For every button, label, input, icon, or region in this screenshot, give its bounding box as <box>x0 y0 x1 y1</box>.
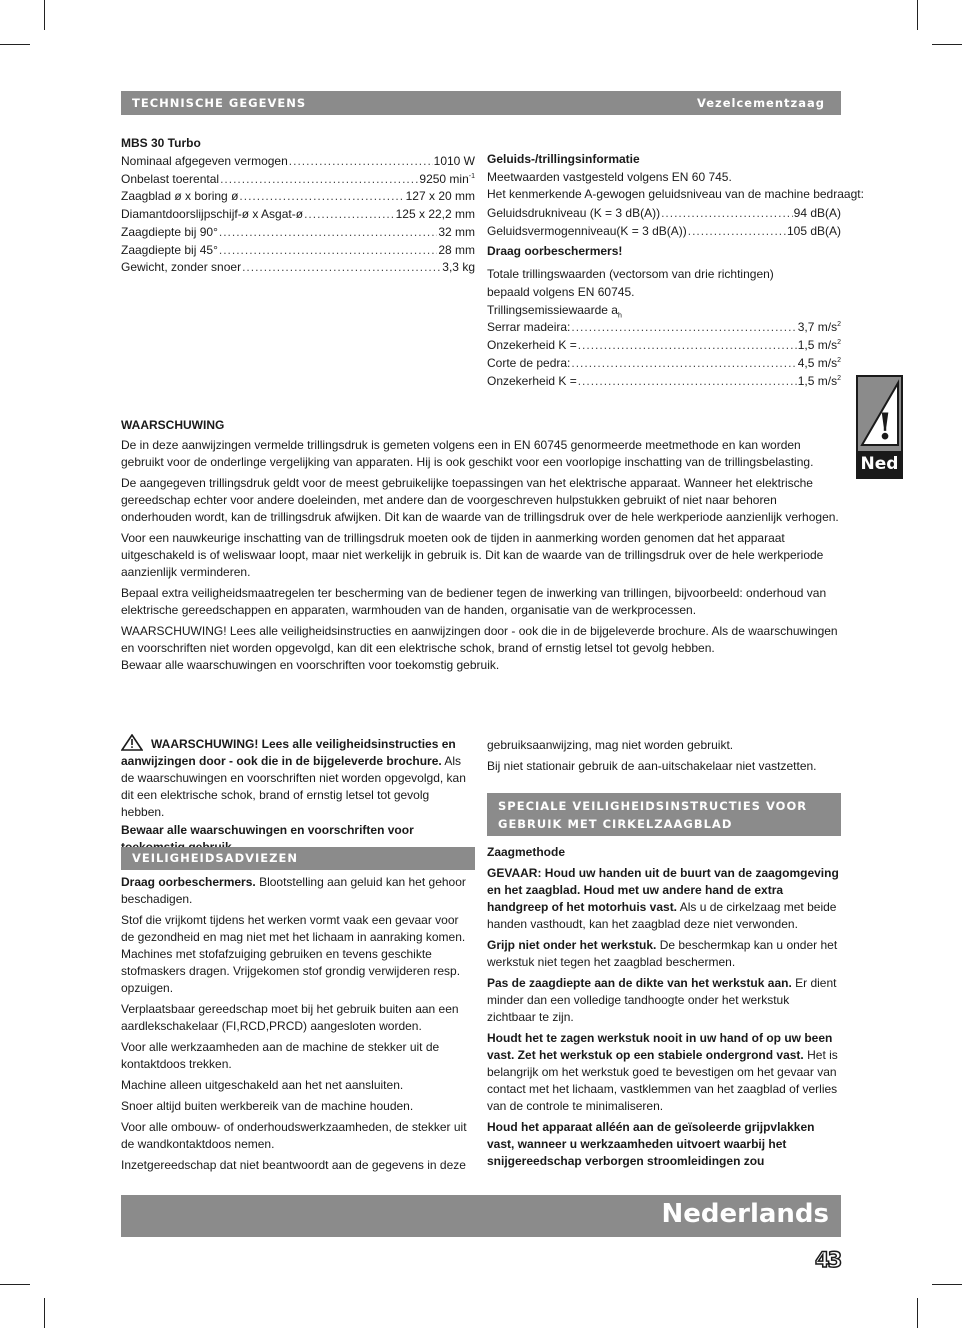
vibration-row <box>487 318 841 336</box>
crop-mark <box>917 0 918 30</box>
spec-row-label: Diamantdoorslijpschijf-ø x Asgat-ø <box>121 207 304 222</box>
leader-dots <box>239 187 404 205</box>
vibration-row-label: Serrar madeira: <box>487 320 571 334</box>
vibration-row-value: 3,7 $m/s^2$ <box>797 320 841 334</box>
vibration-row-label: Onzekerheid K = <box>487 374 577 388</box>
spec-row-label: Gewicht, zonder snoer <box>121 260 242 275</box>
warning-paragraph: Bewaar alle waarschuwingen en voorschriften voor toekomstig gebruik. <box>121 658 500 672</box>
spec-row <box>121 170 475 188</box>
spec-row <box>121 187 475 205</box>
warning-icon <box>858 377 901 451</box>
advice-item: Voor alle werkzaamheden aan de machine de stekker uit de kontaktdoos trekken. <box>121 1040 440 1071</box>
noise-row-value: 94 dB(A) <box>793 206 841 220</box>
spec-row <box>121 241 475 259</box>
spec-row <box>121 152 475 170</box>
instruction-item: GEVAAR: Houd uw handen uit de buurt van de zaagomgeving en het zaagblad. Houd met uw andere hand de extra handgreep of het motorhuis vast. Als u de cirkelzaag met beide handen vasthoudt, kan het zaagblad deze niet verwonden. <box>487 866 839 931</box>
vibration-row <box>487 372 841 390</box>
header-title: TECHNISCHE GEGEVENS <box>132 96 307 110</box>
leader-dots <box>242 258 441 276</box>
spec-row-label: Zaagdiepte bij 45° <box>121 242 218 257</box>
instruction-item: Pas de zaagdiepte aan de dikte van het werkstuk aan. Er dient minder dan een volledige tandhoogte onder het werkstuk zichtbaar te zijn. <box>487 976 837 1024</box>
crop-mark <box>0 44 30 45</box>
instruction-item: Houd het apparaat alléén aan de geïsoleerde grijpvlakken vast, wanneer u werkzaamheden uitvoert waarbij het snijgereedschap verborgen stroomleidingen zou <box>487 1120 815 1168</box>
left-column <box>121 734 475 856</box>
method-title: Zaagmethode <box>487 845 566 859</box>
warning-paragraph: De aangegeven trillingsdruk geldt voor de meest gebruikelijke toepassingen van het elektrische apparaat. Wanneer het elektrische gereedschap echter voor andere doeleinden, met andere dan de voorgeschreven hulpstukken gebruikt of niet naar behoren onderhouden wordt, kan de trillingsdruk afwijken. Dit kan de waarde van de trillingsdruk over de hele werkperiode aanzienlijk verhogen. <box>121 476 839 524</box>
advice-item: gebruiksaanwijzing, mag niet worden gebruikt. <box>487 738 734 752</box>
advice-item: Inzetgereedschap dat niet beantwoordt aan de gegevens in deze <box>121 1158 466 1172</box>
noise-line-2: Het kenmerkende A-gewogen geluidsniveau van de machine bedraagt: <box>487 187 864 201</box>
warning-title: WAARSCHUWING <box>121 418 225 432</box>
leader-dots <box>688 222 786 240</box>
saw-instructions <box>487 844 841 1174</box>
advice-item: Machine alleen uitgeschakeld aan het net aansluiten. <box>121 1078 404 1092</box>
advice-item: Bij niet stationair gebruik de aan-uitschakelaar niet vastzetten. <box>487 759 817 773</box>
right-column <box>487 737 841 779</box>
vibration-row <box>487 336 841 354</box>
language-tab <box>856 375 903 479</box>
crop-mark <box>44 0 45 30</box>
spec-row-value: 127 x 20 mm <box>405 189 475 204</box>
advice-item: Voor alle ombouw- of onderhoudswerkzaamheden, de stekker uit de wandkontaktdoos nemen. <box>121 1120 467 1151</box>
vibration-row-value: 1,5 $m/s^2$ <box>797 374 841 388</box>
svg-text:!: ! <box>877 406 893 448</box>
model-name: MBS 30 Turbo <box>121 136 201 150</box>
spec-row-value: 3,3 kg <box>442 260 475 275</box>
ear-protection-note: Draag oorbeschermers! <box>487 244 623 258</box>
spec-row-value: 28 mm <box>438 242 475 257</box>
leader-dots <box>578 372 797 390</box>
warning-paragraph: WAARSCHUWING! Lees alle veiligheidsinstructies en aanwijzingen door - ook die in de bijgeleverde brochure. Als de waarschuwingen en voorschriften niet worden opgevolgd, kan dit een elektrische schok, brand of ernstig letsel tot gevolg hebben. <box>121 624 838 655</box>
spec-row <box>121 223 475 241</box>
leader-dots <box>661 204 793 222</box>
advice-item: Draag oorbeschermers. Blootstelling aan geluid kan het gehoor beschadigen. <box>121 875 466 906</box>
noise-title: Geluids-/trillingsinformatie <box>487 152 640 166</box>
leader-dots <box>219 241 437 259</box>
vibration-row-value: 4,5 $m/s^2$ <box>797 356 841 370</box>
advice-item: Stof die vrijkomt tijdens het werken vormt vaak een gevaar voor de gezondheid en mag niet met het lichaam in aanraking komen. Machines met stofafzuiging gebruiken en tevens geschikte stofmaskers dragen. Vrijgekomen stof grondig verwijderen resp. opzuigen. <box>121 913 466 995</box>
crop-mark <box>44 1298 45 1328</box>
warning-paragraph: Voor een nauwkeurige inschatting van de trillingsdruk moeten ook de tijden in aanmerking worden genomen dat het apparaat uitgeschakeld is of weliswaar loopt, maar niet werkelijk in gebruik is. Dit kan de waarde van de trillingsdruk over de hele werkperiode aanzienlijk verminderen. <box>121 531 824 579</box>
spec-row-label: Onbelast toerental <box>121 171 220 186</box>
noise-row <box>487 222 841 240</box>
section-header-circular-saw: SPECIALE VEILIGHEIDSINSTRUCTIES VOOR GEBRUIK MET CIRKELZAAGBLAD <box>487 793 841 836</box>
leader-dots <box>289 152 433 170</box>
safety-warning: WAARSCHUWING! Lees alle veiligheidsinstructies en aanwijzingen door - ook die in de bijgeleverde brochure. Als de waarschuwingen en voorschriften niet worden opgevolgd, kan dit een elektrische schok, brand of ernstig letsel tot gevolg hebben. <box>121 734 475 821</box>
warning-section <box>121 417 843 674</box>
instruction-item: Houdt het te zagen werkstuk nooit in uw hand of op uw been vast. Zet het werkstuk op een stabiele ondergrond vast. Het is belangrijk om het werkstuk goed te bevestigen om het gevaar van contact met het lichaam, vastklemmen van het zaagblad of verlies van de controle te minimaliseren. <box>487 1031 838 1113</box>
spec-row-value: 125 x 22,2 mm <box>395 207 475 222</box>
safety-advice <box>121 874 475 1178</box>
noise-row-label: Geluidsdrukniveau (K = 3 dB(A)) <box>487 206 661 220</box>
vibration-row-value: 1,5 $m/s^2$ <box>797 338 841 352</box>
header-subtitle: Vezelcementzaag <box>696 96 825 110</box>
instruction-item: Grijp niet onder het werkstuk. De beschermkap kan u onder het werkstuk niet tegen het zaagblad beschermen. <box>487 938 838 969</box>
spec-row-label: Zaagblad ø x boring ø <box>121 189 239 204</box>
vibration-row-label: Onzekerheid K = <box>487 338 577 352</box>
crop-mark <box>0 1284 30 1285</box>
vibration-line-3: Trillingsemissiewaarde $a_h$ <box>487 303 622 320</box>
noise-row <box>487 204 841 222</box>
advice-item: Verplaatsbaar gereedschap moet bij het gebruik buiten aan een aardlekschakelaar (FI,RCD,PRCD) aangesloten worden. <box>121 1002 459 1033</box>
spec-row-label: Nominaal afgegeven vermogen <box>121 154 288 168</box>
spec-row-value: 32 mm <box>438 224 475 239</box>
crop-mark <box>932 1284 962 1285</box>
footer-language: Nederlands <box>661 1199 829 1229</box>
leader-dots <box>571 318 796 336</box>
header-bar <box>121 91 841 115</box>
leader-dots <box>304 205 395 223</box>
spec-row <box>121 205 475 223</box>
page-number: 43 <box>815 1248 841 1272</box>
warning-triangle-icon <box>121 734 143 751</box>
spec-row-label: Zaagdiepte bij 90° <box>121 224 218 239</box>
noise-line-1: Meetwaarden vastgesteld volgens EN 60 745. <box>487 170 732 184</box>
noise-row-label: Geluidsvermogenniveau(K = 3 dB(A)) <box>487 224 687 238</box>
spec-row-value: 1010 W <box>433 154 475 168</box>
leader-dots <box>571 354 796 372</box>
leader-dots <box>220 170 418 188</box>
leader-dots <box>578 336 797 354</box>
vibration-line-2: bepaald volgens EN 60745. <box>487 285 635 299</box>
spec-row-value: 9250 $\min^{-1}$ <box>419 171 475 186</box>
leader-dots <box>219 223 437 241</box>
warning-paragraph: Bepaal extra veiligheidsmaatregelen ter bescherming van de bediener tegen de inwerking van trillingen, bijvoorbeeld: onderhoud van elektrische gereedschappen en apparaten, warmhouden van de handen, organisatie van de werkprocessen. <box>121 586 827 617</box>
section-header-safety: VEILIGHEIDSADVIEZEN <box>121 847 475 870</box>
spec-row <box>121 258 475 276</box>
vibration-line-1: Totale trillingswaarden (vectorsom van drie richtingen) <box>487 267 774 281</box>
warning-paragraph: De in deze aanwijzingen vermelde trillingsdruk is gemeten volgens een in EN 60745 genormeerde meetmethode en kan worden gebruikt voor de onderlinge vergelijking van apparaten. Hij is ook geschikt voor een voorlopige inschatting van de trillingsbelasting. <box>121 438 814 469</box>
keep-instructions: Bewaar alle waarschuwingen en voorschriften voor <box>121 823 414 837</box>
crop-mark <box>917 1298 918 1328</box>
vibration-row-label: Corte de pedra: <box>487 356 571 370</box>
noise-row-value: 105 dB(A) <box>786 224 841 238</box>
vibration-row <box>487 354 841 372</box>
footer-bar <box>121 1195 841 1237</box>
crop-mark <box>932 44 962 45</box>
language-tab-label: Ned <box>860 454 899 474</box>
advice-item: Snoer altijd buiten werkbereik van de machine houden. <box>121 1099 414 1113</box>
